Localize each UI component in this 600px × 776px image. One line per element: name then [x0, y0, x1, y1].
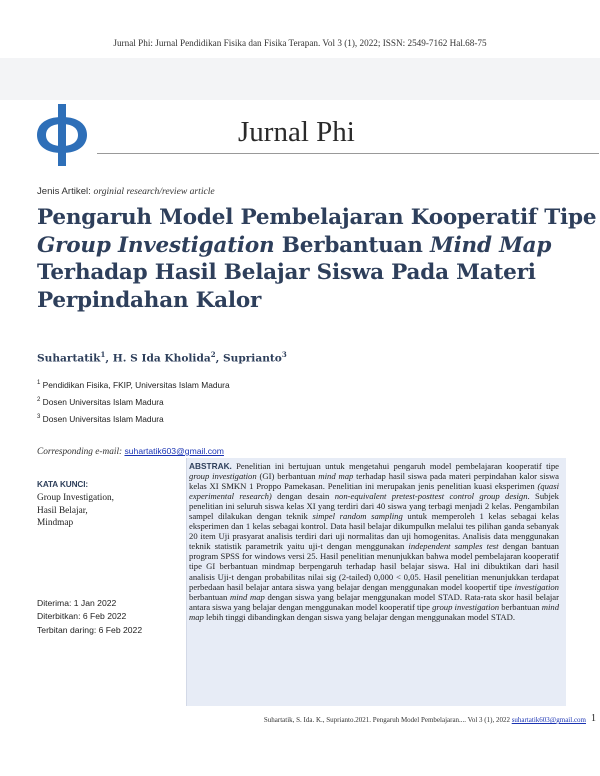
- abstract-segment: untuk memperoleh 1 kelas sebagai kelas eksperimen dan 1 kelas sebagai kontrol. Data hasil belajar dikumpulkn melalui tes pilihan ganda sebanyak 20 item Uji prasyarat analisis terdiri dari uji normalitas dan uji homogenitas. Analisis data menggunakan teknik statistik parametrik yaitu uji-t dengan menggunakan: [189, 511, 559, 552]
- abstract-italic: (quasi experimental research): [189, 481, 559, 502]
- phi-logo-icon: [33, 104, 91, 166]
- abstract-segment: berbantuan: [189, 591, 231, 602]
- abstract-segment: dengan siswa yang belajar menggunakan model STAD. Rata-rata skor hasil belajar antara siswa yang belajar dengan menggunakan model kooperatif tipe: [189, 591, 559, 612]
- abstract-segment: Penelitian ini bertujuan untuk mengetahui pengaruh model pembelajaran kooperatif tipe: [231, 461, 559, 471]
- affiliation: [37, 414, 164, 424]
- keywords-list: [37, 492, 187, 530]
- keyword: Mindmap: [37, 518, 74, 528]
- author-sup: 2: [210, 350, 216, 359]
- footer-citation: Suhartatik, S. Ida. K., Suprianto.2021. Pengaruh Model Pembelajaran.... Vol 3 (1), 2022: [263, 716, 512, 724]
- abstract-segment: dengan bantuan program SPSS for windows versi 25. Hasil penelitian menunjukkan bahwa model pembelajaran kooperatif tipe GI berbantuan mindmap berpengaruh terhadap hasil belajar siswa. Hal ini dibuktikan dari hasil analisis Uji-t dengan probabilitas nilai sig (2-tailed) 0,000 < 0,05. Hasil penelitian menunjukkan terdapat perbedaan hasil belajar antara siswa yang belajar dengan menggunakan model koopertif tipe: [189, 541, 559, 592]
- abstract-segment: berbantuan: [499, 601, 542, 612]
- abstract-label: ABSTRAK.: [189, 461, 232, 471]
- affiliation-text: Dosen Universitas Islam Madura: [40, 414, 164, 424]
- article-title: [37, 204, 597, 314]
- affiliation-sup: 2: [37, 397, 41, 404]
- title-line-3: Terhadap Hasil Belajar Siswa Pada Materi: [37, 260, 536, 285]
- title-line-4: Perpindahan Kalor: [37, 287, 262, 313]
- page-number: 1: [591, 713, 596, 724]
- abstract-italic: group investigation: [432, 601, 500, 612]
- abstract-italic: non-equivalent pretest-posttest control group design: [334, 491, 528, 502]
- keyword: Group Investigation,: [37, 493, 114, 503]
- abstract-italic: independent samples test: [408, 541, 499, 552]
- abstract-segment: (GI) berbantuan: [256, 471, 319, 482]
- title-line-1: Pengaruh Model Pembelajaran Kooperatif Tipe: [37, 205, 597, 230]
- affiliation: [37, 380, 230, 390]
- header-band: [0, 58, 600, 100]
- affiliation-sup: 3: [37, 414, 41, 421]
- article-type: [37, 186, 215, 197]
- article-type-value: orginial research/review article: [93, 186, 215, 197]
- title-italic-gi: Group Investigation: [37, 232, 275, 258]
- abstract-italic: investigation: [514, 581, 559, 592]
- abstract-segment: dengan desain: [271, 491, 335, 502]
- date-online: Terbitan daring: 6 Feb 2022: [37, 624, 143, 635]
- footer-email-link[interactable]: suhartatik603@gmail.com: [511, 716, 586, 724]
- corresponding-label: Corresponding e-mail:: [37, 447, 123, 457]
- abstract-segment: terhadap hasil siswa pada materi perpindahan kalor siswa kelas XI SMKN 1 Proppo Pamekasan. Penelitian ini merupakan jenis penelitian kuasi eksperimen: [189, 471, 560, 492]
- journal-name: Jurnal Phi: [238, 116, 355, 148]
- author-sup: 3: [281, 350, 287, 359]
- masthead-rule: [97, 153, 599, 154]
- abstract-segment: . Subjek penelitian ini seluruh siswa kelas XI yang terdiri dari 40 siswa yang terbagi menjadi 2 kelas. Pengambilan sampel dilakukan dengan teknik: [189, 491, 559, 522]
- author-name: , Suprianto: [215, 352, 282, 365]
- article-dates: [37, 597, 142, 637]
- author-list: [37, 350, 287, 365]
- article-type-label: Jenis Artikel:: [37, 186, 91, 197]
- abstract-italic: mind map: [189, 601, 560, 622]
- abstract-segment: lebih tinggi dibandingkan dengan siswa yang belajar dengan menggunakan model STAD.: [203, 611, 516, 622]
- author-sup: 1: [100, 350, 106, 359]
- abstract-italic: group investigation: [189, 471, 257, 482]
- affiliation-sup: 1: [37, 380, 41, 387]
- affiliation-text: Dosen Universitas Islam Madura: [40, 397, 164, 407]
- title-berbantuan: Berbantuan: [274, 232, 430, 258]
- author-name: , H. S Ida Kholida: [105, 352, 211, 365]
- date-published: Diterbitkan: 6 Feb 2022: [37, 611, 127, 622]
- running-header: Jurnal Phi: Jurnal Pendidikan Fisika dan Fisika Terapan. Vol 3 (1), 2022; ISSN: 2549-7162 Hal.68-75: [113, 38, 487, 48]
- author-name: Suhartatik: [37, 352, 101, 365]
- affiliation-text: Pendidikan Fisika, FKIP, Universitas Islam Madura: [40, 380, 230, 390]
- abstract-italic: simpel random sampling: [312, 511, 403, 522]
- title-line-2: [37, 232, 577, 260]
- abstract-italic: mind map: [318, 471, 354, 482]
- date-received: Diterima: 1 Jan 2022: [37, 598, 117, 608]
- email-link[interactable]: suhartatik603@gmail.com: [124, 446, 224, 456]
- affiliation: [37, 397, 164, 407]
- corresponding-email: [37, 446, 224, 457]
- page-footer: [0, 716, 586, 724]
- abstract-italic: mind map: [230, 591, 265, 602]
- title-italic-mindmap: Mind Map: [429, 232, 552, 258]
- abstract-text: [189, 461, 559, 622]
- keyword: Hasil Belajar,: [37, 505, 88, 516]
- keywords-panel: [37, 480, 187, 530]
- keywords-label: KATA KUNCI:: [37, 480, 89, 489]
